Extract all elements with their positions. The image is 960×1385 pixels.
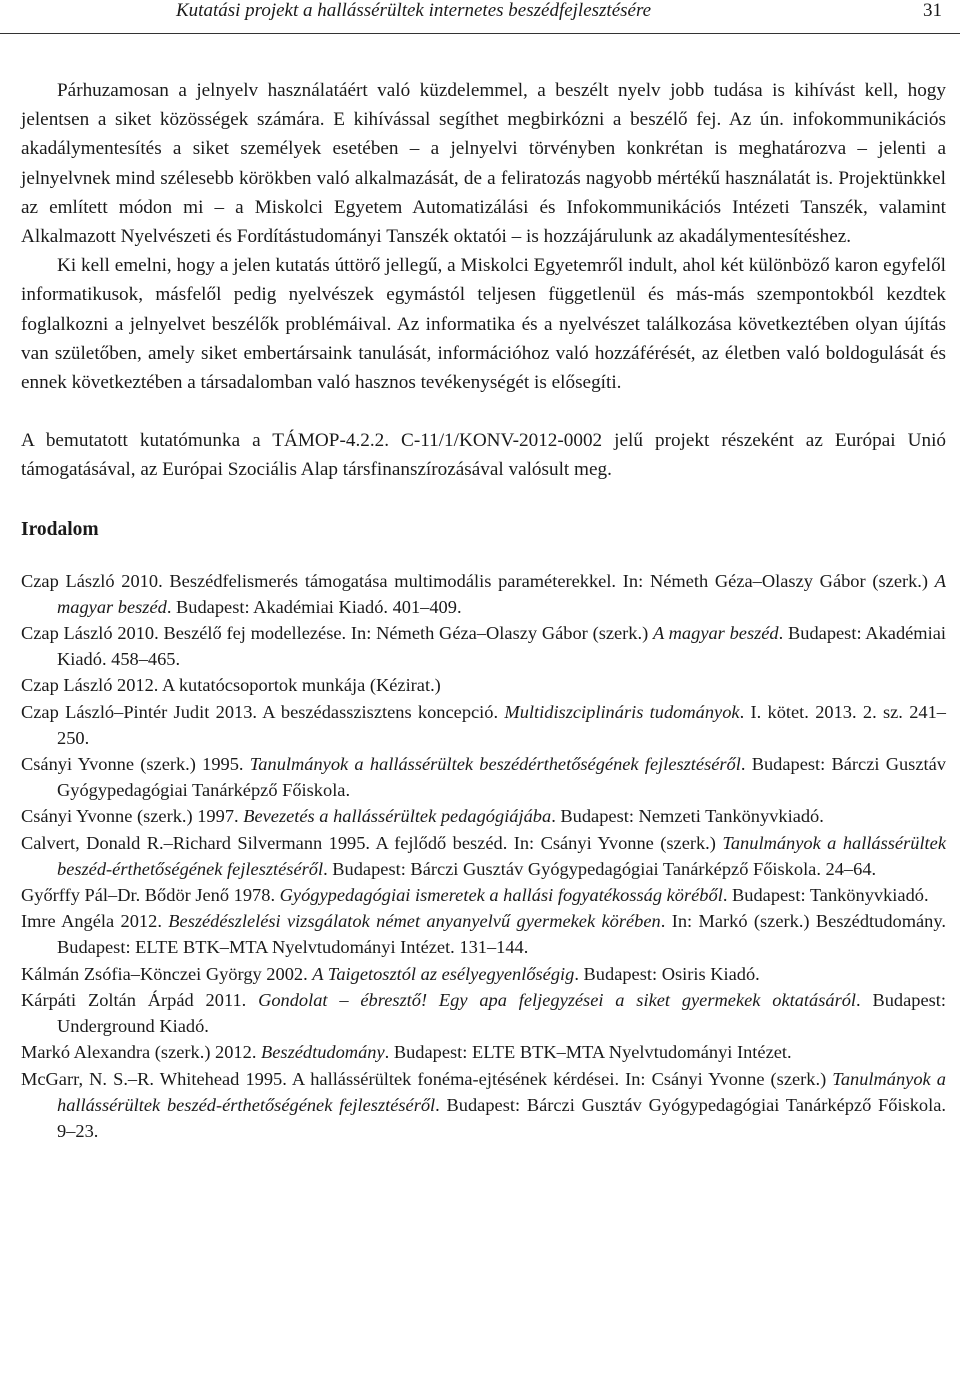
- references-heading: Irodalom: [21, 518, 99, 540]
- reference-title: Tanulmányok a hallássérültek beszéd-érthetőségének fejlesztéséről: [57, 1068, 946, 1115]
- reference-item: [21, 751, 946, 803]
- reference-text: . Budapest: Akadémiai Kiadó. 401–409.: [166, 596, 462, 617]
- reference-title: Bevezetés a hallássérültek pedagógiájába: [243, 806, 552, 827]
- reference-text: . Budapest: Bárczi Gusztáv Gyógypedagógiai Tanárképző Főiskola.: [57, 754, 946, 801]
- reference-text: . In: Markó (szerk.) Beszédtudomány. Budapest: ELTE BTK–MTA Nyelvtudományi Intézet. 131–144.: [57, 911, 946, 958]
- reference-title: Beszédtudomány: [261, 1042, 385, 1063]
- reference-item: [21, 830, 946, 882]
- reference-text: Czap László 2012. A kutatócsoportok munkája (Kézirat.): [21, 675, 441, 696]
- reference-title: Tanulmányok a hallássérültek beszédérthetőségének fejlesztéséről: [249, 754, 741, 775]
- reference-item: [21, 672, 946, 698]
- paragraph-2: Ki kell emelni, hogy a jelen kutatás úttörő jellegű, a Miskolci Egyetemről indult, ahol két különböző karon egyfelől informatikusok, másfelől pedig nyelvészek egymástól teljesen függetlenül és más-más szempontokból kezdtek foglalkozni a jelnyelvet beszélők problémáival. Az informatika és a nyelvészet találkozása következtében olyan újítás van születőben, amely siket embertársaink tanulását, információhoz való hozzáférését, az életben való boldogulását és ennek következtében a társadalomban való hasznos tevékenységét is elősegíti.: [21, 255, 946, 394]
- reference-text: Imre Angéla 2012.: [21, 911, 169, 932]
- header-title: Kutatási projekt a hallássérültek internetes beszédfejlesztésére: [176, 0, 652, 21]
- reference-item: [21, 620, 946, 672]
- reference-text: Czap László 2010. Beszélő fej modellezése. In: Németh Géza–Olaszy Gábor (szerk.): [21, 623, 653, 644]
- reference-text: McGarr, N. S.–R. Whitehead 1995. A hallássérültek fonéma-ejtésének kérdései. In: Csányi Yvonne (szerk.): [21, 1068, 833, 1089]
- paragraph-gap: [21, 397, 946, 426]
- paragraph-3: A bemutatott kutatómunka a TÁMOP-4.2.2. C-11/1/KONV-2012-0002 jelű projekt részeként az Európai Unió támogatásával, az Európai Szociális Alap társfinanszírozásával valósult meg.: [21, 430, 946, 481]
- reference-text: . I. kötet. 2013. 2. sz. 241–250.: [57, 701, 946, 748]
- reference-text: Kálmán Zsófia–Könczei György 2002.: [21, 963, 313, 984]
- reference-text: . Budapest: Underground Kiadó.: [57, 989, 946, 1037]
- document-body: [21, 76, 946, 1144]
- reference-text: . Budapest: Nemzeti Tankönyvkiadó.: [551, 806, 824, 827]
- reference-text: Calvert, Donald R.–Richard Silvermann 1995. A fejlődő beszéd. In: Csányi Yvonne (szerk.): [21, 832, 723, 853]
- reference-text: Csányi Yvonne (szerk.) 1997.: [21, 806, 244, 827]
- reference-item: [21, 803, 946, 829]
- reference-text: Czap László–Pintér Judit 2013. A beszédasszisztens koncepció.: [21, 701, 505, 722]
- reference-item: [21, 1039, 946, 1065]
- running-header: [0, 0, 960, 34]
- reference-item: [21, 882, 946, 908]
- reference-item: [21, 699, 946, 751]
- reference-text: . Budapest: Osiris Kiadó.: [574, 963, 760, 984]
- reference-text: Csányi Yvonne (szerk.) 1995.: [21, 754, 250, 775]
- paragraph-1: Párhuzamosan a jelnyelv használatáért való küzdelemmel, a beszélt nyelv jobb tudása is kihívást kell, hogy jelentsen a siket közösségek számára. E kihívással segíthet megbirkózni a beszélő fej. Az ún. infokommunikációs akadálymentesítés a siket személyek esetében – a jelnyelvi törvényben konkrétan is meghatározva – jelenti a jelnyelvnek mind szélesebb körökben való alkalmazását, de a feliratozás nagyobb mértékű használatát is. Projektünkkel az említett módon mi – a Miskolci Egyetem Automatizálási és Infokommunikációs Intézeti Tanszék, valamint Alkalmazott Nyelvészeti és Fordítástudományi Tanszék oktatói – is hozzájárulunk az akadálymentesítéshez.: [21, 80, 946, 248]
- reference-item: [21, 568, 946, 620]
- reference-title: Multidiszciplináris tudományok: [504, 701, 740, 722]
- reference-title: A magyar beszéd: [652, 623, 779, 644]
- reference-item: [21, 961, 946, 987]
- reference-text: Markó Alexandra (szerk.) 2012.: [21, 1042, 262, 1063]
- reference-text: . Budapest: Bárczi Gusztáv Gyógypedagógiai Tanárképző Főiskola. 24–64.: [323, 858, 877, 879]
- reference-item: [21, 908, 946, 960]
- reference-text: . Budapest: Tankönyvkiadó.: [722, 885, 929, 906]
- reference-text: Kárpáti Zoltán Árpád 2011.: [21, 989, 259, 1010]
- reference-title: Gyógypedagógiai ismeretek a hallási fogyatékosság köréből: [279, 885, 723, 906]
- reference-title: Beszédészlelési vizsgálatok német anyanyelvű gyermekek körében: [168, 911, 661, 932]
- reference-list: [21, 568, 946, 1144]
- reference-title: Gondolat – ébresztő! Egy apa feljegyzései a siket gyermekek oktatásáról: [258, 989, 857, 1010]
- reference-text: . Budapest: Bárczi Gusztáv Gyógypedagógiai Tanárképző Főiskola. 9–23.: [57, 1094, 947, 1141]
- reference-item: [21, 987, 946, 1039]
- reference-text: Czap László 2010. Beszédfelismerés támogatása multimodális paraméterekkel. In: Németh Géza–Olaszy Gábor (szerk.): [21, 570, 935, 591]
- reference-title: A magyar beszéd: [57, 570, 946, 617]
- reference-title: Tanulmányok a hallássérültek beszéd-érthetőségének fejlesztéséről: [57, 832, 946, 879]
- reference-title: A Taigetosztól az esélyegyenlőségig: [312, 963, 575, 984]
- reference-text: . Budapest: Akadémiai Kiadó. 458–465.: [57, 623, 946, 670]
- page-number: 31: [923, 0, 942, 21]
- reference-item: [21, 1066, 946, 1145]
- reference-text: . Budapest: ELTE BTK–MTA Nyelvtudományi Intézet.: [384, 1042, 792, 1063]
- reference-text: Győrffy Pál–Dr. Bődör Jenő 1978.: [21, 885, 280, 906]
